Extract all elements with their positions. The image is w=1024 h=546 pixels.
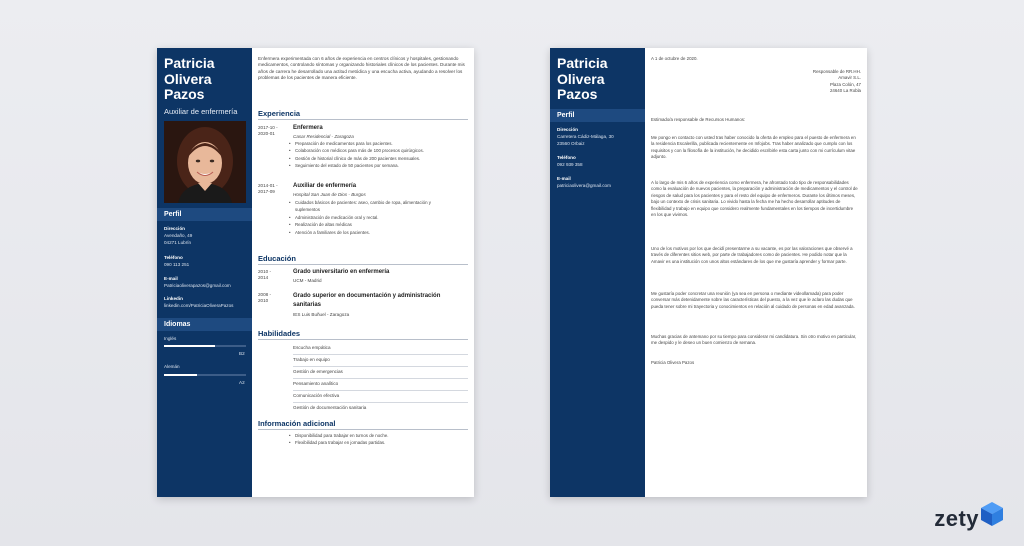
address-line1: Avendaño, 49 <box>164 233 193 238</box>
education-heading: Educación <box>258 254 296 263</box>
additional-info-heading: Información adicional <box>258 419 336 428</box>
job-bullet: • Realización de altas médicas <box>288 221 468 228</box>
profile-heading: Perfil <box>157 208 252 221</box>
letter-name-line1: Patricia <box>557 55 608 71</box>
profile-photo <box>164 121 246 203</box>
resume-page <box>157 48 474 497</box>
education-dates-end: 2010 <box>258 298 269 304</box>
job-place: Casar Residencial - Zaragoza <box>293 134 354 139</box>
resume-sidebar <box>157 48 252 497</box>
language-level: B2 <box>239 351 245 356</box>
skill-item: Escucha empática <box>293 345 331 350</box>
education-dates <box>258 269 271 282</box>
education-dates-start: 2008 - <box>258 292 272 297</box>
letter-paragraph: Uno de los motivos por los que decidí presentarme a su vacante, es por las valoraciones que observé a través de diferentes sitios web, por parte de trabajadores como de pacientes. He podido notar que la Amavir es una institución con unos altos estándares de los que me gustaría aprender y formar parte. <box>651 246 853 264</box>
letter-paragraph: Muchas gracias de antemano por su tiempo para considerar mi candidatura. Sin otro motivo en particular, me despido y le deseo un buen comienzo de semana. <box>651 334 857 346</box>
additional-info-item: • Disponibilidad para trabajar en turnos de noche. <box>288 432 468 439</box>
job-bullet-continued: suplementos <box>295 207 320 213</box>
letter-sidebar <box>550 48 645 497</box>
recipient-line: Responsable de RR.HH. <box>812 69 861 74</box>
letter-address-line1: Carretera Cádiz-Málaga, 30 <box>557 134 614 139</box>
phone-label: Teléfono <box>164 255 183 260</box>
letter-date: A 1 de octubre de 2020. <box>651 56 698 61</box>
job-bullet: • Colaboración con médicos para más de 100 procesos quirúrgicos. <box>288 147 468 154</box>
zety-cube-icon <box>980 501 1004 527</box>
job-dates-end: 2020-01 <box>258 131 275 137</box>
job-dates <box>258 183 278 196</box>
letter-signature: Patricia Olivera Pazos <box>651 360 695 365</box>
letter-recipient <box>813 69 861 95</box>
email-label: E-mail <box>164 276 178 281</box>
letter-address-line2: 23560 Orbaiz <box>557 140 585 146</box>
language-level-bar <box>164 374 246 376</box>
linkedin-value: linkedin.com/PatriciaOliveraPazos <box>164 303 234 308</box>
skills-heading: Habilidades <box>258 329 301 338</box>
education-title-line2: sanitarias <box>293 302 322 308</box>
job-dates <box>258 125 278 138</box>
address-value <box>164 233 192 246</box>
skill-item: Gestión de emergencias <box>293 369 343 374</box>
letter-address-label: Dirección <box>557 127 578 132</box>
skill-item: Comunicación efectiva <box>293 393 340 398</box>
additional-info-divider <box>258 429 468 430</box>
experience-divider <box>258 119 468 120</box>
job-bullets <box>288 140 468 170</box>
language-level-fill <box>164 345 215 347</box>
zety-logo <box>934 506 1004 532</box>
resume-name-line2: Olivera <box>164 70 212 87</box>
language-name: Alemán <box>164 364 180 369</box>
job-bullet: • Cuidados básicos de pacientes: aseo, cambio de ropa, alimentación y <box>288 199 468 206</box>
letter-profile-heading: Perfil <box>550 109 645 122</box>
phone-value: 090 113 251 <box>164 262 190 267</box>
address-label: Dirección <box>164 226 185 231</box>
recipient-line: 24640 La Robla <box>829 88 861 94</box>
skill-item: Pensamiento analítico <box>293 381 339 386</box>
job-title: Enfermera <box>293 125 323 131</box>
recipient-line: Plaza Colón, 47 <box>830 81 861 87</box>
letter-email-label: E-mail <box>557 176 571 181</box>
resume-main <box>252 48 474 497</box>
education-dates-start: 2010 - <box>258 269 272 274</box>
job-title: Auxiliar de enfermería <box>293 183 357 189</box>
language-level: A2 <box>239 380 245 385</box>
letter-greeting: Estimado/a responsable de Recursos Humanos: <box>651 117 746 122</box>
additional-info-list <box>288 432 468 447</box>
education-school: IES Luis Buñuel - Zaragoza <box>293 312 350 317</box>
resume-role: Auxiliar de enfermería <box>164 106 238 116</box>
logo-text: zety <box>934 506 979 531</box>
letter-phone-label: Teléfono <box>557 155 576 160</box>
education-dates-end: 2014 <box>258 275 269 281</box>
skill-item: Trabajo en equipo <box>293 357 330 362</box>
job-dates-start: 2017-10 - <box>258 125 278 130</box>
education-divider <box>258 264 468 265</box>
letter-paragraph: Me pongo en contacto con usted tras haber conocido la oferta de empleo para el puesto de enfermera en la residencia Escalerilla, publicada recientemente en Infojobs. Tras haber analizado que cumplo con los requisitos y con la filosofía de la institución, he decidido escribirle esta carta junto con mi currículum vitae adjunto. <box>651 135 856 160</box>
recipient-line: Amavir S.L. <box>838 75 861 81</box>
letter-main <box>645 48 867 497</box>
languages-heading: Idiomas <box>157 318 252 331</box>
letter-address-value <box>557 134 614 147</box>
skill-divider <box>293 402 468 403</box>
language-level-fill <box>164 374 197 376</box>
email-value: Patriciaoliverapazos@gmail.com <box>164 283 231 288</box>
job-bullets <box>288 199 468 236</box>
job-bullet: • Preparación de medicamentos para los pacientes. <box>288 140 468 147</box>
letter-name-line2: Olivera <box>557 70 605 87</box>
job-dates-end: 2017-09 <box>258 189 275 195</box>
address-line2: 04271 Lubrín <box>164 239 192 245</box>
job-place: Hospital San Juan de Dios - Burgos <box>293 192 366 197</box>
language-level-bar <box>164 345 246 347</box>
skill-divider <box>293 390 468 391</box>
education-title <box>293 292 469 310</box>
cover-letter-page <box>550 48 867 497</box>
job-dates-start: 2014-01 - <box>258 183 278 188</box>
resume-summary: Enfermera experimentada con 6 años de experiencia en centros clínicos y hospitales, gestionando medicamentos, controlando síntomas y organizando historiales clínicos de los pacientes. Durante mis años de carrera he desarrollado una actitud metódica y una escucha activa, ayudando a resolver los problemas de los pacientes de manera eficiente. <box>258 56 465 81</box>
letter-name-line3: Pazos <box>557 86 598 102</box>
language-name: Inglés <box>164 336 177 341</box>
letter-paragraph: A lo largo de mis 6 años de experiencia como enfermera, he afrontado todo tipo de responsabilidades como la evaluación de nuevos pacientes, la preparación y administración de medicamentos y el control de riesgos de salud para los pacientes y para el resto del equipo de enfermeros. Durante los últimos meses, bajo un contexto de crisis sanitaria. Lo vivido hasta la fecha me ha hecho desarrollar aptitudes de flexibilidad y trabajo en equipo que considero realmente fundamentales en los tiempos de incertidumbre en los que vivimos. <box>651 180 858 218</box>
portrait-image <box>164 121 246 203</box>
skills-divider <box>258 339 468 340</box>
letter-email-value: patriciaolivera@gmail.com <box>557 183 611 188</box>
resume-name-line1: Patricia <box>164 55 215 71</box>
letter-paragraph: Me gustaría poder concretar una reunión (ya sea en persona o mediante videollamada) para poder conversar más detenidamente sobre las características del puesto, a la vez que le aclaro las dudas que pueda tener sobre mi trayectoria y conocimientos en relación al cuidado de personas en edad avanzada. <box>651 291 855 309</box>
skill-divider <box>293 366 468 367</box>
education-dates <box>258 292 271 305</box>
education-title-line1: Grado superior en documentación y administración <box>293 293 441 299</box>
skill-divider <box>293 354 468 355</box>
letter-phone-value: 092 939 358 <box>557 162 583 167</box>
resume-name-line3: Pazos <box>164 86 205 102</box>
additional-info-item: • Flexibilidad para trabajar en jornadas partidas. <box>288 439 468 446</box>
job-bullet: • Atención a familiares de los pacientes. <box>288 229 468 236</box>
job-bullet: • Gestión de historial clínico de más de 200 pacientes mensuales. <box>288 155 468 162</box>
experience-heading: Experiencia <box>258 109 301 118</box>
job-bullet: • Seguimiento del estado de 50 pacientes por semana. <box>288 162 468 169</box>
skill-item: Gestión de documentación sanitaria <box>293 405 367 410</box>
education-title: Grado universitario en enfermería <box>293 269 390 275</box>
job-bullet: • Administración de medicación oral y rectal. <box>288 214 468 221</box>
education-school: UCM - Madrid <box>293 278 322 283</box>
linkedin-label: Linkedin <box>164 296 183 301</box>
skill-divider <box>293 378 468 379</box>
